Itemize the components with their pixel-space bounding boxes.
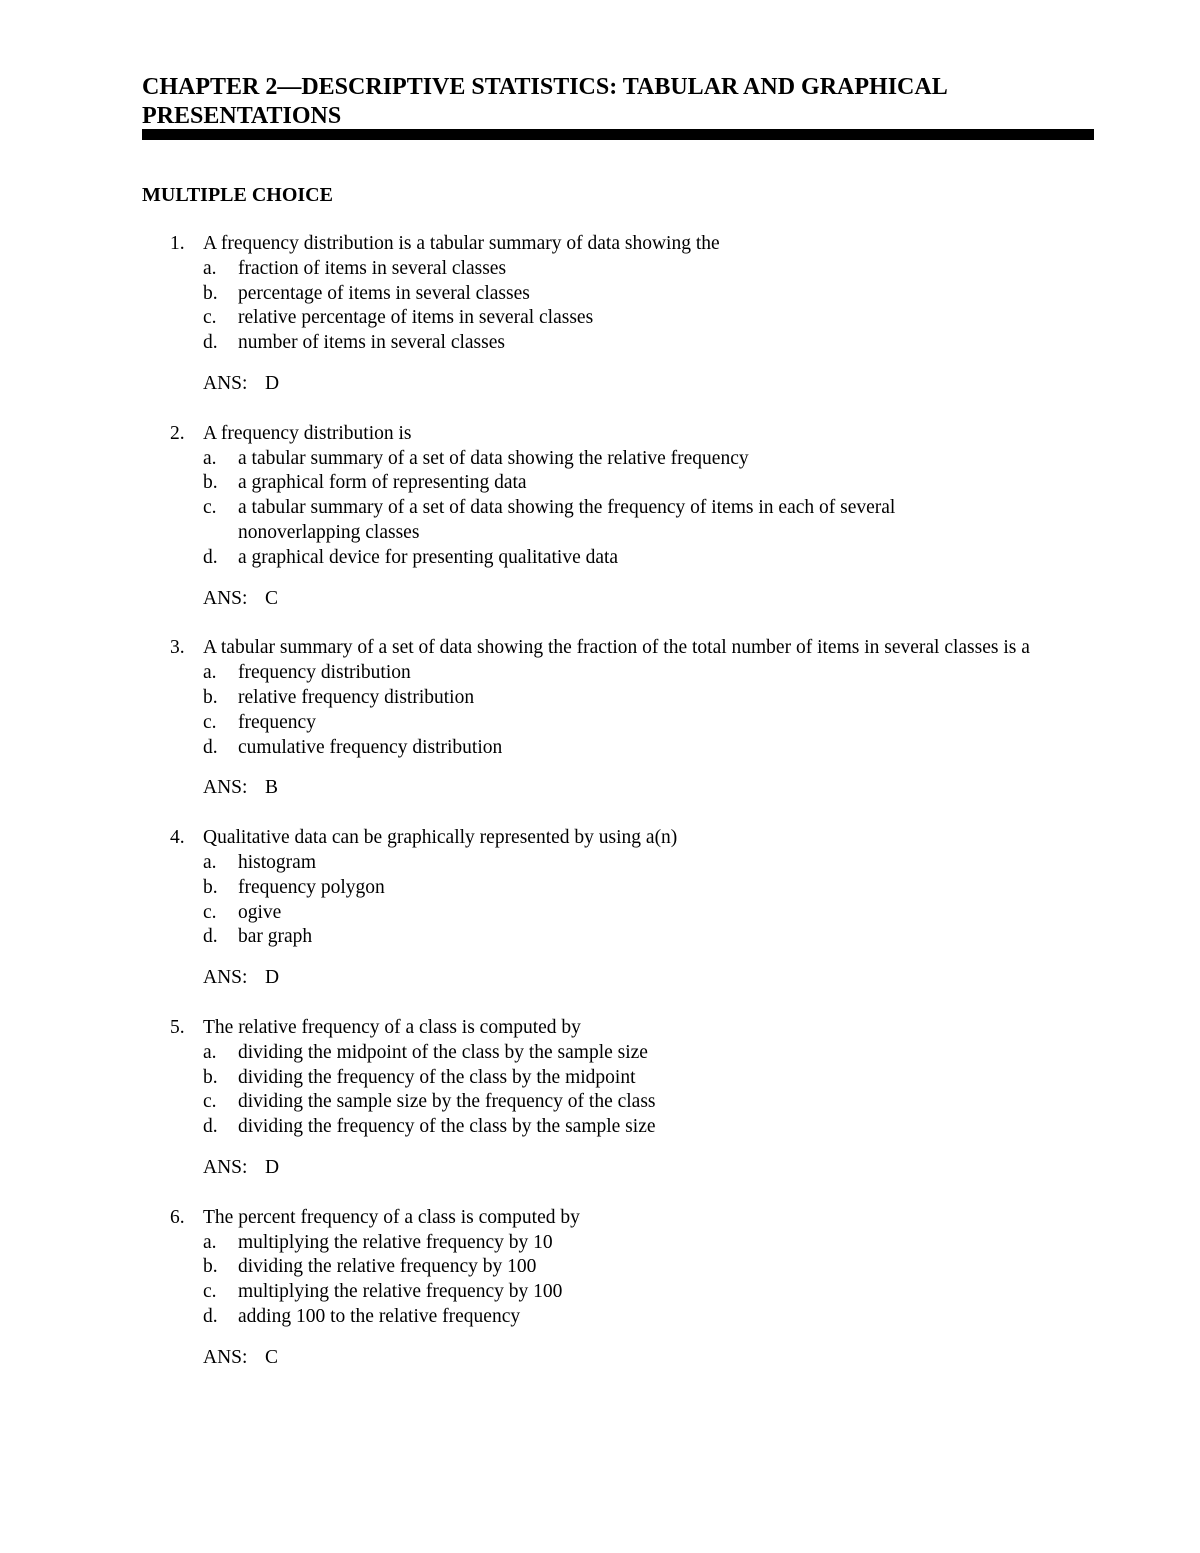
- question-stem: Qualitative data can be graphically represented by using a(n): [203, 827, 678, 849]
- choice-item: [0, 1231, 1200, 1256]
- choice-item: [0, 1115, 1200, 1140]
- choice-text: frequency: [238, 711, 316, 733]
- choice-text: frequency distribution: [238, 662, 411, 684]
- choice-letter: d.: [203, 332, 218, 354]
- answer-value: D: [265, 967, 280, 989]
- choice-item: [0, 876, 1200, 901]
- answer-line: [203, 776, 1200, 801]
- choice-text: relative percentage of items in several classes: [238, 307, 594, 329]
- answer-line: [203, 1346, 1200, 1371]
- answer-label: ANS:: [203, 587, 248, 609]
- choice-letter: c.: [203, 307, 217, 329]
- question-stem: The percent frequency of a class is computed by: [203, 1206, 580, 1228]
- answer-label: ANS:: [203, 1156, 248, 1178]
- answer-label: ANS:: [203, 372, 248, 394]
- choice-letter: b.: [203, 876, 218, 898]
- choice-item: [0, 1066, 1200, 1091]
- answer-value: C: [265, 587, 279, 609]
- choice-letter: b.: [203, 472, 218, 494]
- choice-item: [0, 925, 1200, 950]
- choice-item: [0, 661, 1200, 686]
- question-item: [0, 636, 1200, 801]
- question-item: [0, 1206, 1200, 1371]
- choice-item: [0, 851, 1200, 876]
- choice-text: multiplying the relative frequency by 100: [238, 1281, 563, 1303]
- choice-text: cumulative frequency distribution: [238, 736, 503, 758]
- choice-text: dividing the frequency of the class by the midpoint: [238, 1066, 636, 1088]
- choice-letter: a.: [203, 851, 217, 873]
- choice-item: [0, 447, 1200, 472]
- question-stem: A frequency distribution is a tabular summary of data showing the: [203, 233, 720, 254]
- question-number: 3.: [170, 637, 185, 659]
- question-item: [0, 826, 1200, 991]
- answer-line: [203, 1156, 1200, 1181]
- choice-text: adding 100 to the relative frequency: [238, 1305, 521, 1327]
- choice-list: [0, 1231, 1200, 1330]
- choice-letter: d.: [203, 736, 218, 758]
- choice-text: a tabular summary of a set of data showing the relative frequency: [238, 447, 749, 469]
- choice-letter: d.: [203, 546, 218, 568]
- answer-label: ANS:: [203, 777, 248, 799]
- choice-letter: c.: [203, 711, 217, 733]
- choice-letter: c.: [203, 1091, 217, 1113]
- choice-item: [0, 686, 1200, 711]
- section-heading: MULTIPLE CHOICE: [142, 184, 333, 206]
- choice-text: ogive: [238, 901, 282, 923]
- choice-letter: d.: [203, 926, 218, 948]
- choice-letter: c.: [203, 1281, 217, 1303]
- answer-label: ANS:: [203, 1346, 248, 1368]
- chapter-title: CHAPTER 2—DESCRIPTIVE STATISTICS: TABULAR AND GRAPHICAL PRESENTATIONS: [142, 74, 947, 129]
- choice-letter: a.: [203, 662, 217, 684]
- choice-list: [0, 851, 1200, 950]
- choice-list: [0, 1041, 1200, 1140]
- choice-item: [0, 711, 1200, 736]
- choice-item: [0, 1041, 1200, 1066]
- choice-text: dividing the frequency of the class by the sample size: [238, 1116, 656, 1138]
- question-item: [0, 1016, 1200, 1181]
- answer-line: [203, 587, 1200, 612]
- choice-item: [0, 901, 1200, 926]
- choice-item: [0, 282, 1200, 307]
- choice-text: dividing the midpoint of the class by the sample size: [238, 1041, 648, 1063]
- choice-letter: b.: [203, 1256, 218, 1278]
- title-rule: [142, 129, 1094, 140]
- choice-letter: a.: [203, 1041, 217, 1063]
- choice-text: fraction of items in several classes: [238, 257, 507, 279]
- choice-text: dividing the relative frequency by 100: [238, 1256, 537, 1278]
- question-list: [0, 232, 1200, 1395]
- choice-text: frequency polygon: [238, 876, 385, 898]
- choice-text: number of items in several classes: [238, 332, 505, 354]
- choice-letter: d.: [203, 1305, 218, 1327]
- choice-item: [0, 546, 1200, 571]
- choice-text: a graphical form of representing data: [238, 472, 527, 494]
- answer-value: D: [265, 372, 280, 394]
- answer-label: ANS:: [203, 967, 248, 989]
- answer-value: B: [265, 777, 279, 799]
- choice-text: percentage of items in several classes: [238, 282, 530, 304]
- question-number: 5.: [170, 1016, 185, 1038]
- choice-item: [0, 331, 1200, 356]
- choice-text: a tabular summary of a set of data showing the frequency of items in each of several nonoverlapping classes: [238, 497, 896, 543]
- choice-letter: b.: [203, 282, 218, 304]
- choice-item: [0, 1305, 1200, 1330]
- question-item: [0, 232, 1200, 397]
- question-item: [0, 422, 1200, 612]
- choice-item: [0, 1090, 1200, 1115]
- choice-text: multiplying the relative frequency by 10: [238, 1231, 553, 1253]
- answer-line: [203, 966, 1200, 991]
- question-number: 2.: [170, 422, 185, 444]
- choice-item: [0, 736, 1200, 761]
- question-stem: A tabular summary of a set of data showing the fraction of the total number of items in several classes is a: [203, 637, 1030, 659]
- question-stem: A frequency distribution is: [203, 422, 412, 444]
- choice-list: [0, 447, 1200, 571]
- choice-text: bar graph: [238, 926, 313, 948]
- choice-list: [0, 661, 1200, 760]
- choice-item: [0, 306, 1200, 331]
- answer-value: D: [265, 1156, 280, 1178]
- choice-text: dividing the sample size by the frequency of the class: [238, 1091, 656, 1113]
- choice-item: [0, 1255, 1200, 1280]
- choice-letter: d.: [203, 1116, 218, 1138]
- choice-text: histogram: [238, 851, 316, 873]
- choice-letter: c.: [203, 497, 217, 519]
- choice-list: [0, 257, 1200, 356]
- choice-letter: b.: [203, 1066, 218, 1088]
- choice-letter: a.: [203, 1231, 217, 1253]
- question-number: 1.: [170, 233, 185, 254]
- choice-text: a graphical device for presenting qualitative data: [238, 546, 619, 568]
- choice-letter: a.: [203, 447, 217, 469]
- question-number: 4.: [170, 827, 185, 849]
- choice-letter: b.: [203, 686, 218, 708]
- choice-item: [0, 1280, 1200, 1305]
- answer-value: C: [265, 1346, 279, 1368]
- answer-line: [203, 372, 1200, 397]
- choice-item: [0, 496, 1200, 546]
- question-number: 6.: [170, 1206, 185, 1228]
- question-stem: The relative frequency of a class is computed by: [203, 1016, 581, 1038]
- choice-item: [0, 471, 1200, 496]
- choice-letter: c.: [203, 901, 217, 923]
- choice-letter: a.: [203, 257, 217, 279]
- choice-text: relative frequency distribution: [238, 686, 475, 708]
- choice-item: [0, 257, 1200, 282]
